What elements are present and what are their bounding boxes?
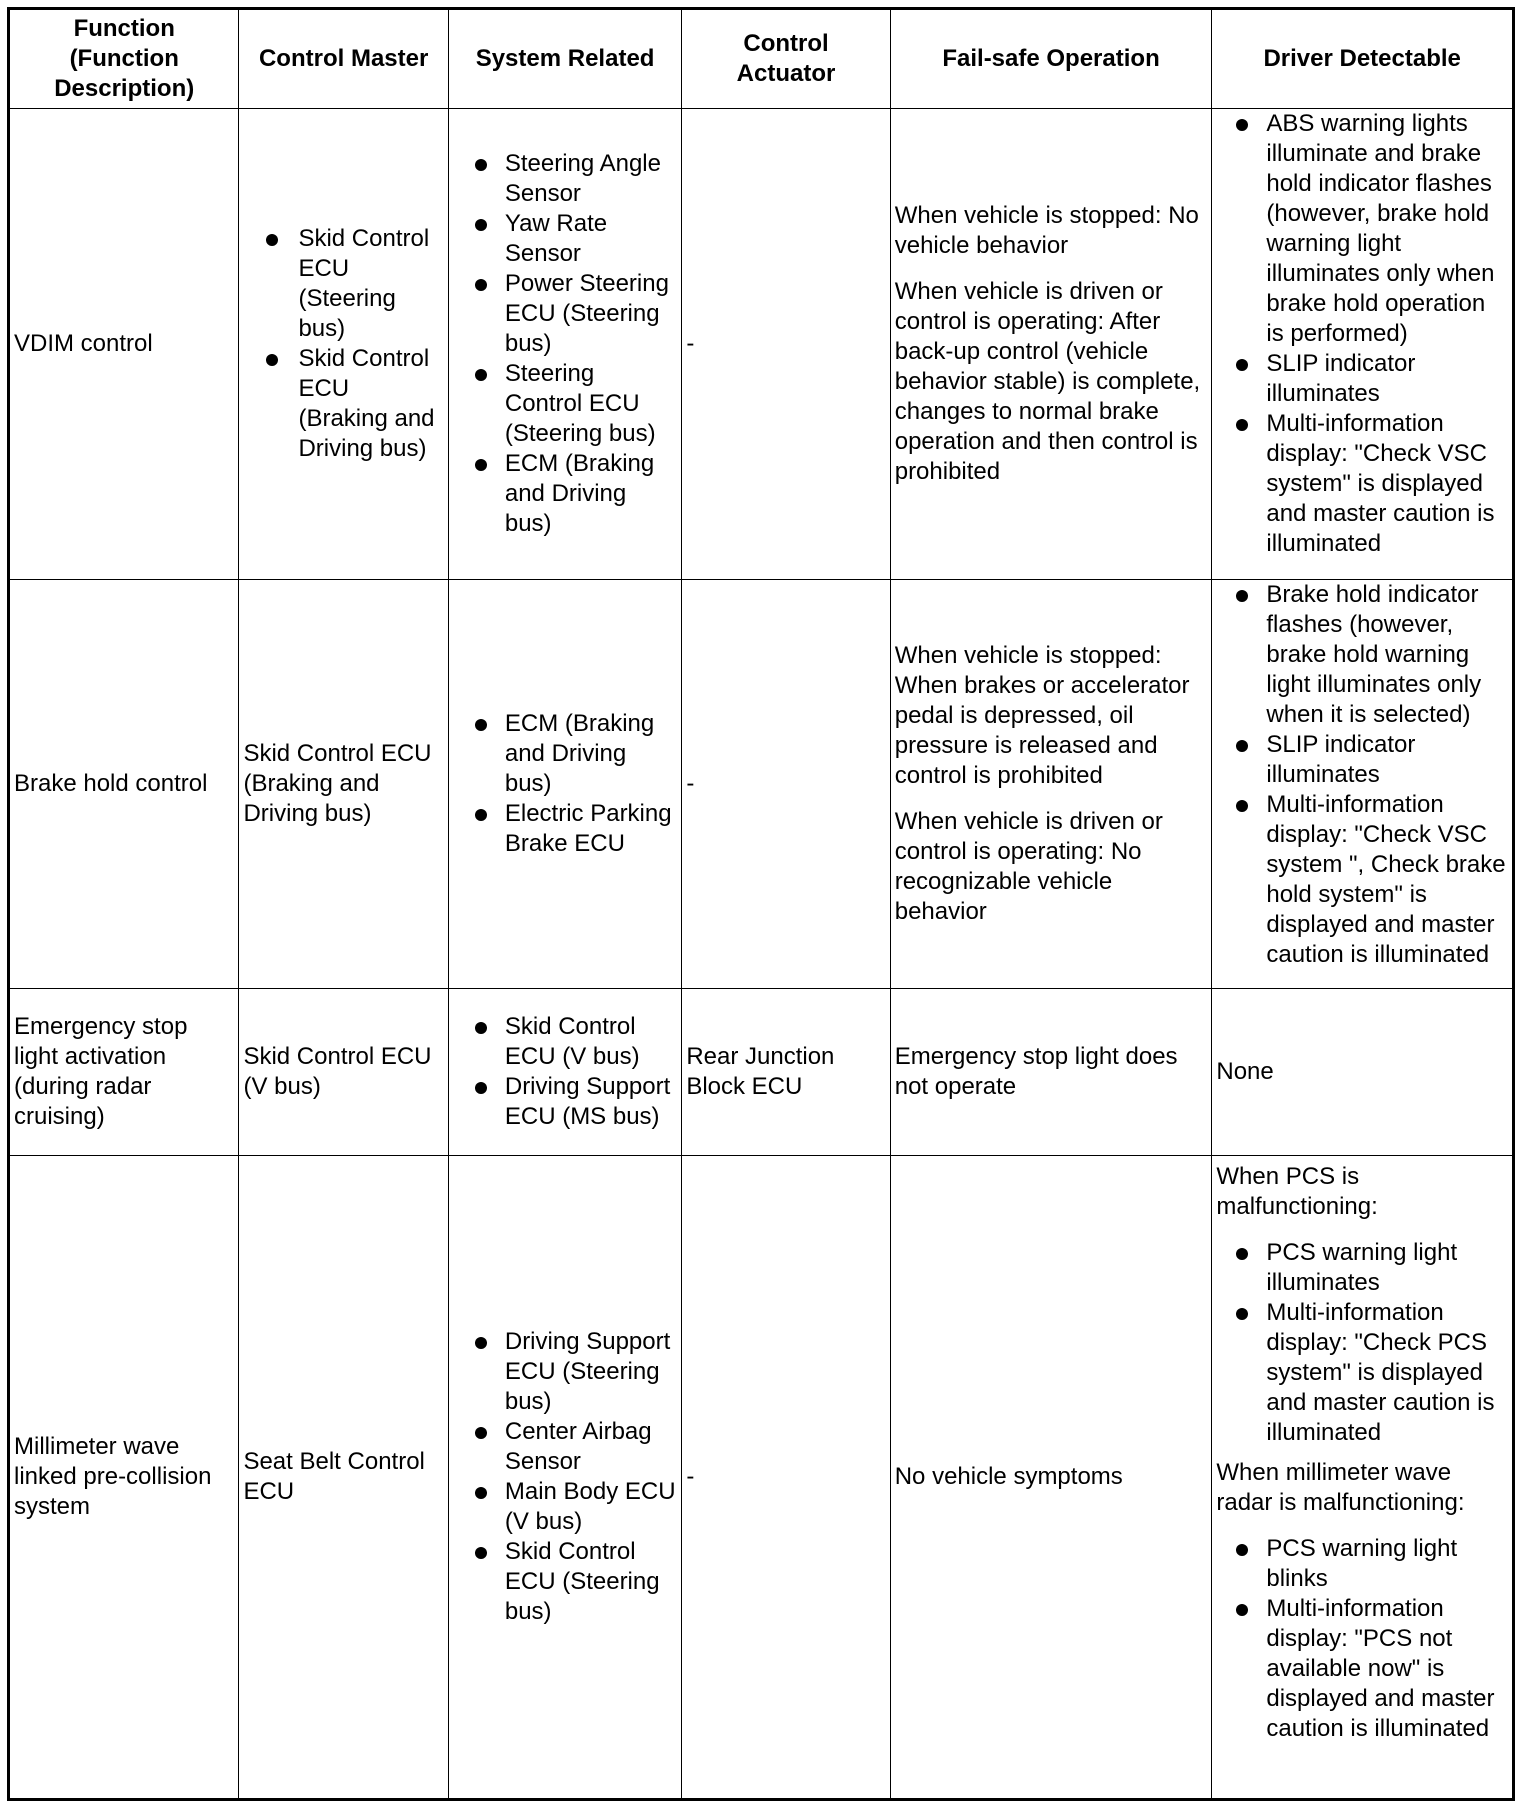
list-item: Multi-information display: "Check VSC system" is displayed and master caution is illuminated	[1216, 409, 1508, 559]
header-control-master: Control Master	[239, 9, 448, 109]
header-control-actuator: Control Actuator	[682, 9, 890, 109]
function-cell: Emergency stop light activation (during radar cruising)	[9, 989, 239, 1156]
list-item: Multi-information display: "Check VSC system ", Check brake hold system" is displayed and master caution is illuminated	[1216, 790, 1508, 970]
list-item: Brake hold indicator flashes (however, brake hold warning light illuminates only when it is selected)	[1216, 580, 1508, 730]
system-related-cell	[448, 109, 681, 580]
control-actuator-cell: -	[682, 580, 890, 989]
list-item: Driving Support ECU (MS bus)	[453, 1072, 677, 1132]
control-master-list	[243, 224, 443, 464]
control-master-cell: Seat Belt Control ECU	[239, 1156, 448, 1800]
system-related-list	[453, 1327, 677, 1627]
table-row	[9, 109, 1514, 580]
system-related-list	[453, 1012, 677, 1132]
control-master-cell: Skid Control ECU (V bus)	[239, 989, 448, 1156]
header-driver-detectable: Driver Detectable	[1212, 9, 1514, 109]
table-row	[9, 1156, 1514, 1800]
table-row	[9, 989, 1514, 1156]
fail-safe-table	[7, 7, 1515, 1801]
list-item: Yaw Rate Sensor	[453, 209, 677, 269]
control-actuator-cell: -	[682, 109, 890, 580]
list-item: Center Airbag Sensor	[453, 1417, 677, 1477]
list-item: ABS warning lights illuminate and brake hold indicator flashes (however, brake hold warning light illuminates only when brake hold operation is performed)	[1216, 109, 1508, 349]
driver-detectable-cell	[1212, 109, 1514, 580]
radar-heading: When millimeter wave radar is malfunctioning:	[1216, 1459, 1465, 1516]
header-row	[9, 9, 1514, 109]
list-item: Skid Control ECU (Steering bus)	[453, 1537, 677, 1627]
system-related-cell	[448, 1156, 681, 1800]
list-item: Driving Support ECU (Steering bus)	[453, 1327, 677, 1417]
control-actuator-cell: -	[682, 1156, 890, 1800]
fail-safe-cell: Emergency stop light does not operate	[890, 989, 1212, 1156]
system-related-list	[453, 149, 677, 539]
list-item: Multi-information display: "Check PCS system" is displayed and master caution is illuminated	[1216, 1298, 1508, 1448]
list-item: Skid Control ECU (Steering bus)	[243, 224, 443, 344]
fail-safe-text: When vehicle is driven or control is operating: No recognizable vehicle behavior	[894, 808, 1163, 925]
list-item: SLIP indicator illuminates	[1216, 730, 1508, 790]
fail-safe-cell: No vehicle symptoms	[890, 1156, 1212, 1800]
pcs-list	[1216, 1238, 1508, 1448]
driver-detectable-cell: None	[1212, 989, 1514, 1156]
system-related-cell	[448, 989, 681, 1156]
list-item: Steering Control ECU (Steering bus)	[453, 359, 677, 449]
list-item: SLIP indicator illuminates	[1216, 349, 1508, 409]
list-item: Main Body ECU (V bus)	[453, 1477, 677, 1537]
table-row	[9, 580, 1514, 989]
list-item: ECM (Braking and Driving bus)	[453, 449, 677, 539]
list-item: Skid Control ECU (Braking and Driving bus)	[243, 344, 443, 464]
pcs-heading: When PCS is malfunctioning:	[1216, 1163, 1378, 1220]
function-cell: Millimeter wave linked pre-collision system	[9, 1156, 239, 1800]
list-item: Skid Control ECU (V bus)	[453, 1012, 677, 1072]
function-cell: VDIM control	[9, 109, 239, 580]
fail-safe-cell	[890, 109, 1212, 580]
control-actuator-cell: Rear Junction Block ECU	[682, 989, 890, 1156]
radar-list	[1216, 1534, 1508, 1744]
fail-safe-cell	[890, 580, 1212, 989]
fail-safe-text: When vehicle is stopped: When brakes or accelerator pedal is depressed, oil pressure is released and control is prohibited	[894, 642, 1190, 789]
driver-detectable-list	[1216, 109, 1508, 559]
list-item: Steering Angle Sensor	[453, 149, 677, 209]
list-item: PCS warning light illuminates	[1216, 1238, 1508, 1298]
list-item: Multi-information display: "PCS not available now" is displayed and master caution is illuminated	[1216, 1594, 1508, 1744]
header-fail-safe: Fail-safe Operation	[890, 9, 1212, 109]
driver-detectable-cell	[1212, 1156, 1514, 1800]
driver-detectable-cell	[1212, 580, 1514, 989]
fail-safe-text: When vehicle is driven or control is operating: After back-up control (vehicle behavior stable) is complete, changes to normal brake operation and then control is prohibited	[894, 278, 1201, 485]
control-master-cell: Skid Control ECU (Braking and Driving bus)	[239, 580, 448, 989]
list-item: Electric Parking Brake ECU	[453, 799, 677, 859]
header-function: Function (Function Description)	[9, 9, 239, 109]
control-master-cell	[239, 109, 448, 580]
list-item: PCS warning light blinks	[1216, 1534, 1508, 1594]
list-item: ECM (Braking and Driving bus)	[453, 709, 677, 799]
system-related-list	[453, 709, 677, 859]
header-system-related: System Related	[448, 9, 681, 109]
list-item: Power Steering ECU (Steering bus)	[453, 269, 677, 359]
driver-detectable-list	[1216, 580, 1508, 970]
function-cell: Brake hold control	[9, 580, 239, 989]
fail-safe-text: When vehicle is stopped: No vehicle behavior	[894, 202, 1199, 259]
system-related-cell	[448, 580, 681, 989]
